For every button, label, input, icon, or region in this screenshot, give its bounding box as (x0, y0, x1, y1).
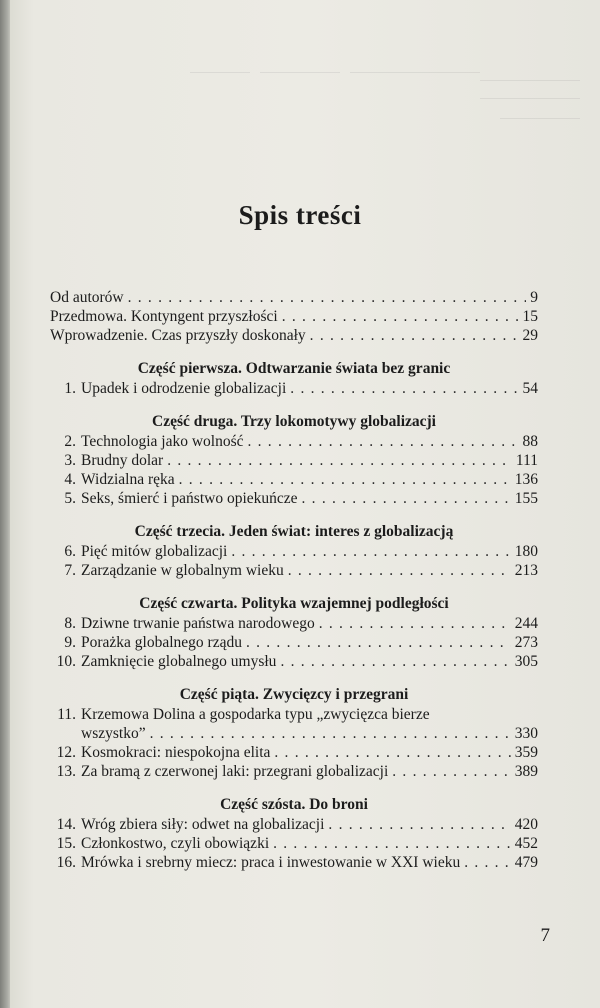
page-reference: 359 (514, 744, 538, 761)
dot-leader (302, 489, 511, 508)
dot-leader (274, 743, 510, 762)
dot-leader (288, 561, 511, 580)
toc-entry (50, 633, 538, 652)
page-reference: 15 (522, 308, 538, 325)
part-heading: Część czwarta. Polityka wzajemnej podległości (139, 595, 449, 612)
dot-leader (280, 652, 510, 671)
entry-title: Krzemowa Dolina a gospodarka typu „zwycięzca bierze (81, 706, 430, 723)
entry-title: Przedmowa. Kontyngent przyszłości (50, 308, 278, 325)
part-heading: Część trzecia. Jeden świat: interes z globalizacją (134, 523, 454, 540)
chapter-number: 8. (64, 615, 76, 632)
chapter-number: 2. (64, 433, 76, 450)
page-reference: 136 (514, 471, 538, 488)
toc-entry (50, 288, 538, 307)
dot-leader (319, 614, 511, 633)
toc-entry-continuation (50, 724, 538, 743)
page-reference: 180 (514, 543, 538, 560)
chapter-number: 10. (56, 653, 76, 670)
dot-leader (248, 432, 519, 451)
page-reference: 155 (514, 490, 538, 507)
toc-entry (50, 326, 538, 345)
toc-entry (50, 614, 538, 633)
dot-leader (464, 853, 511, 872)
dot-leader (246, 633, 511, 652)
dot-leader (231, 542, 510, 561)
toc-entry (50, 542, 538, 561)
part-heading: Część druga. Trzy lokomotywy globalizacji (152, 413, 436, 430)
toc-entry (50, 815, 538, 834)
toc-entry (50, 561, 538, 580)
page-reference: 420 (514, 816, 538, 833)
dot-leader (167, 451, 512, 470)
entry-title: Upadek i odrodzenie globalizacji (81, 380, 287, 397)
part-heading: Część pierwsza. Odtwarzanie świata bez granic (137, 360, 451, 377)
part-heading: Część piąta. Zwycięzcy i przegrani (179, 686, 409, 703)
entry-title: Porażka globalnego rządu (81, 634, 242, 651)
chapter-number: 3. (64, 452, 76, 469)
chapter-number: 5. (64, 490, 76, 507)
entry-title: Członkostwo, czyli obowiązki (81, 835, 270, 852)
page-title: Spis treści (238, 200, 362, 230)
page-reference: 244 (514, 615, 538, 632)
toc-entry (50, 451, 538, 470)
page-reference: 479 (514, 854, 538, 871)
entry-title-continuation: wszystko” (81, 725, 146, 742)
chapter-number: 13. (56, 763, 76, 780)
dot-leader (310, 326, 519, 345)
entry-title: Zamknięcie globalnego umysłu (81, 653, 277, 670)
toc-entry (50, 743, 538, 762)
dot-leader (128, 288, 527, 307)
toc-entry (50, 470, 538, 489)
chapter-number: 6. (64, 543, 76, 560)
chapter-number: 4. (64, 471, 76, 488)
page-number: 7 (540, 925, 550, 946)
page-reference: 54 (522, 380, 538, 397)
chapter-number: 7. (64, 562, 76, 579)
show-through-text (10, 70, 600, 88)
toc-entry (50, 834, 538, 853)
toc-entry (50, 432, 538, 451)
toc-entry (50, 379, 538, 398)
entry-title: Wróg zbiera siły: odwet na globalizacji (81, 816, 325, 833)
entry-title: Kosmokraci: niespokojna elita (81, 744, 271, 761)
chapter-number: 14. (56, 816, 76, 833)
page-reference: 213 (514, 562, 538, 579)
page-reference: 88 (522, 433, 538, 450)
entry-title: Za bramą z czerwonej laki: przegrani globalizacji (81, 763, 389, 780)
toc-entry (50, 762, 538, 781)
chapter-number: 11. (57, 706, 76, 723)
page-reference: 29 (522, 327, 538, 344)
dot-leader (392, 762, 510, 781)
page-reference: 452 (514, 835, 538, 852)
entry-title: Pięć mitów globalizacji (81, 543, 228, 560)
entry-title: Technologia jako wolność (81, 433, 244, 450)
dot-leader (273, 834, 511, 853)
dot-leader (290, 379, 518, 398)
part-heading: Część szósta. Do broni (220, 796, 368, 813)
dot-leader (328, 815, 510, 834)
page-reference: 330 (514, 725, 538, 742)
page-reference: 9 (530, 289, 538, 306)
entry-title: Wprowadzenie. Czas przyszły doskonały (50, 327, 306, 344)
page-reference: 273 (514, 634, 538, 651)
chapter-number: 12. (56, 744, 76, 761)
entry-title: Mrówka i srebrny miecz: praca i inwestowanie w XXI wieku (81, 854, 461, 871)
entry-title: Brudny dolar (81, 452, 164, 469)
chapter-number: 9. (64, 634, 76, 651)
chapter-number: 15. (56, 835, 76, 852)
page-reference: 305 (514, 653, 538, 670)
toc-entry (50, 307, 538, 326)
entry-title: Od autorów (50, 289, 124, 306)
chapter-number: 16. (56, 854, 76, 871)
dot-leader (150, 724, 511, 743)
toc-entry (50, 489, 538, 508)
toc-entry (50, 705, 538, 724)
entry-title: Widzialna ręka (81, 471, 175, 488)
entry-title: Dziwne trwanie państwa narodowego (81, 615, 315, 632)
dot-leader (179, 470, 511, 489)
dot-leader (282, 307, 519, 326)
page-reference: 389 (514, 763, 538, 780)
entry-title: Seks, śmierć i państwo opiekuńcze (81, 490, 298, 507)
toc-entry (50, 652, 538, 671)
page-reference: 111 (515, 452, 538, 469)
toc-entry (50, 853, 538, 872)
chapter-number: 1. (64, 380, 76, 397)
entry-title: Zarządzanie w globalnym wieku (81, 562, 284, 579)
table-of-contents (50, 288, 538, 872)
